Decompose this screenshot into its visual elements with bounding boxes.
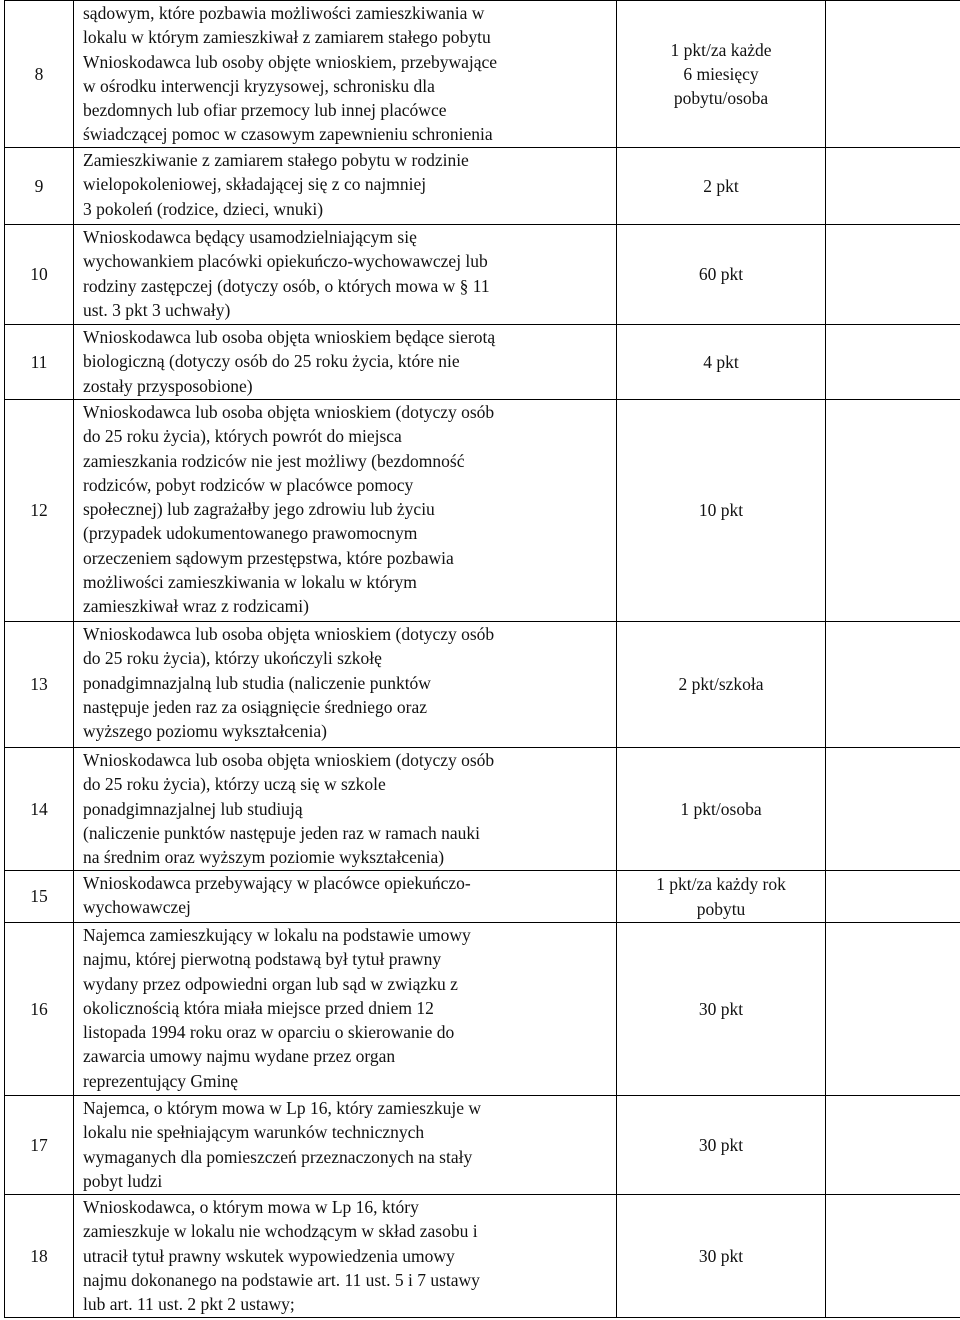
row-points bbox=[617, 1195, 826, 1318]
row-description bbox=[74, 325, 617, 400]
row-number: 8 bbox=[5, 1, 74, 148]
empty-cell bbox=[826, 225, 960, 325]
table-row bbox=[5, 400, 960, 622]
table-body bbox=[5, 1, 960, 1318]
empty-cell bbox=[826, 1096, 960, 1195]
table-row bbox=[5, 1195, 960, 1318]
description-text: sądowym, które pozbawia możliwości zamieszkiwania w lokalu w którym zamieszkiwał z zamiarem stałego pobytu Wnioskodawca lub osoby objęte wnioskiem, przebywające w ośrodku interwencji kryzysowej, schronisku dla bezdomnych lub ofiar przemocy lub innej placówce świadczącej pomoc w czasowym zapewnieniu schronienia bbox=[83, 3, 498, 145]
empty-cell bbox=[826, 148, 960, 225]
points-text: 10 pkt bbox=[698, 500, 744, 521]
row-points bbox=[617, 148, 826, 225]
row-number: 18 bbox=[5, 1195, 74, 1318]
points-text: 30 pkt bbox=[698, 998, 744, 1019]
table-row bbox=[5, 148, 960, 225]
scoring-criteria-table bbox=[4, 0, 960, 1318]
table-row bbox=[5, 871, 960, 923]
description-text: Wnioskodawca będący usamodzielniającym się wychowankiem placówki opiekuńczo-wychowawczej lub rodziny zastępczej (dotyczy osób, o których mowa w § 11 ust. 3 pkt 3 uchwały) bbox=[83, 227, 490, 320]
empty-cell bbox=[826, 748, 960, 871]
row-description bbox=[74, 400, 617, 622]
row-points bbox=[617, 1096, 826, 1195]
description-text: Wnioskodawca lub osoba objęta wnioskiem (dotyczy osób do 25 roku życia), których powrót do miejsca zamieszkania rodziców nie jest możliwy (bezdomność rodziców, pobyt rodziców w placówce pomocy społecznej) lub zagrażałby jego zdrowiu lub życiu (przypadek udokumentowanego prawomocnym orzeczeniem sądowym przestępstwa, które pozbawia możliwości zamieszkiwania w lokalu w którym zamieszkiwał wraz z rodzicami) bbox=[83, 402, 495, 617]
points-text: 1 pkt/za każde 6 miesięcy pobytu/osoba bbox=[670, 39, 772, 109]
description-text: Najemca, o którym mowa w Lp 16, który zamieszkuje w lokalu nie spełniającym warunków technicznych wymaganych dla pomieszczeń przeznaczonych na stały pobyt ludzi bbox=[83, 1098, 482, 1191]
row-points bbox=[617, 1, 826, 148]
table-row bbox=[5, 1, 960, 148]
points-text: 60 pkt bbox=[698, 264, 744, 285]
row-description bbox=[74, 1195, 617, 1318]
row-description bbox=[74, 923, 617, 1096]
row-points bbox=[617, 622, 826, 748]
row-points bbox=[617, 225, 826, 325]
row-description bbox=[74, 748, 617, 871]
row-points bbox=[617, 748, 826, 871]
row-number: 13 bbox=[5, 622, 74, 748]
description-text: Wnioskodawca lub osoba objęta wnioskiem (dotyczy osób do 25 roku życia), którzy ukończyli szkołę ponadgimnazjalną lub studia (naliczenie punktów następuje jeden raz za osiągnięcie średniego oraz wyższego poziomu wykształcenia) bbox=[83, 624, 495, 742]
empty-cell bbox=[826, 1, 960, 148]
table-row bbox=[5, 923, 960, 1096]
row-description bbox=[74, 148, 617, 225]
row-description bbox=[74, 1096, 617, 1195]
row-number: 11 bbox=[5, 325, 74, 400]
row-points bbox=[617, 325, 826, 400]
row-description bbox=[74, 225, 617, 325]
empty-cell bbox=[826, 325, 960, 400]
empty-cell bbox=[826, 871, 960, 923]
row-number: 10 bbox=[5, 225, 74, 325]
description-text: Zamieszkiwanie z zamiarem stałego pobytu w rodzinie wielopokoleniowej, składającej się z co najmniej 3 pokoleń (rodzice, dzieci, wnuki) bbox=[83, 150, 469, 219]
points-text: 30 pkt bbox=[698, 1245, 744, 1266]
empty-cell bbox=[826, 400, 960, 622]
row-description bbox=[74, 871, 617, 923]
points-text: 2 pkt/szkoła bbox=[678, 674, 764, 695]
row-points bbox=[617, 923, 826, 1096]
description-text: Wnioskodawca lub osoba objęta wnioskiem będące sierotą biologiczną (dotyczy osób do 25 roku życia, które nie zostały przysposobione) bbox=[83, 327, 496, 396]
row-points bbox=[617, 400, 826, 622]
points-text: 2 pkt bbox=[703, 175, 739, 196]
table-row bbox=[5, 1096, 960, 1195]
row-number: 12 bbox=[5, 400, 74, 622]
row-number: 16 bbox=[5, 923, 74, 1096]
description-text: Wnioskodawca, o którym mowa w Lp 16, który zamieszkuje w lokalu nie wchodzącym w skład zasobu i utracił tytuł prawny wskutek wypowiedzenia umowy najmu dokonanego na podstawie art. 11 ust. 5 i 7 ustawy lub art. 11 ust. 2 pkt 2 ustawy; bbox=[83, 1197, 480, 1315]
row-number: 15 bbox=[5, 871, 74, 923]
row-number: 14 bbox=[5, 748, 74, 871]
points-text: 4 pkt bbox=[703, 351, 739, 372]
table-row bbox=[5, 748, 960, 871]
row-description bbox=[74, 622, 617, 748]
row-points bbox=[617, 871, 826, 923]
description-text: Najemca zamieszkujący w lokalu na podstawie umowy najmu, której pierwotną podstawą był tytuł prawny wydany przez odpowiedni organ lub sąd w związku z okolicznością która miała miejsce przed dniem 12 listopada 1994 roku oraz w oparciu o skierowanie do zawarcia umowy najmu wydane przez organ reprezentujący Gminę bbox=[83, 925, 471, 1091]
points-text: 1 pkt/osoba bbox=[680, 798, 762, 819]
description-text: Wnioskodawca lub osoba objęta wnioskiem (dotyczy osób do 25 roku życia), którzy uczą się w szkole ponadgimnazjalnej lub studiują (naliczenie punktów następuje jeden raz w ramach nauki na średnim oraz wyższym poziomie wykształcenia) bbox=[83, 750, 495, 868]
table-row bbox=[5, 622, 960, 748]
row-description bbox=[74, 1, 617, 148]
table-row bbox=[5, 325, 960, 400]
points-text: 30 pkt bbox=[698, 1134, 744, 1155]
empty-cell bbox=[826, 1195, 960, 1318]
description-text: Wnioskodawca przebywający w placówce opiekuńczo- wychowawczej bbox=[83, 873, 471, 918]
empty-cell bbox=[826, 622, 960, 748]
points-text: 1 pkt/za każdy rok pobytu bbox=[656, 874, 786, 919]
row-number: 17 bbox=[5, 1096, 74, 1195]
row-number: 9 bbox=[5, 148, 74, 225]
empty-cell bbox=[826, 923, 960, 1096]
table-row bbox=[5, 225, 960, 325]
